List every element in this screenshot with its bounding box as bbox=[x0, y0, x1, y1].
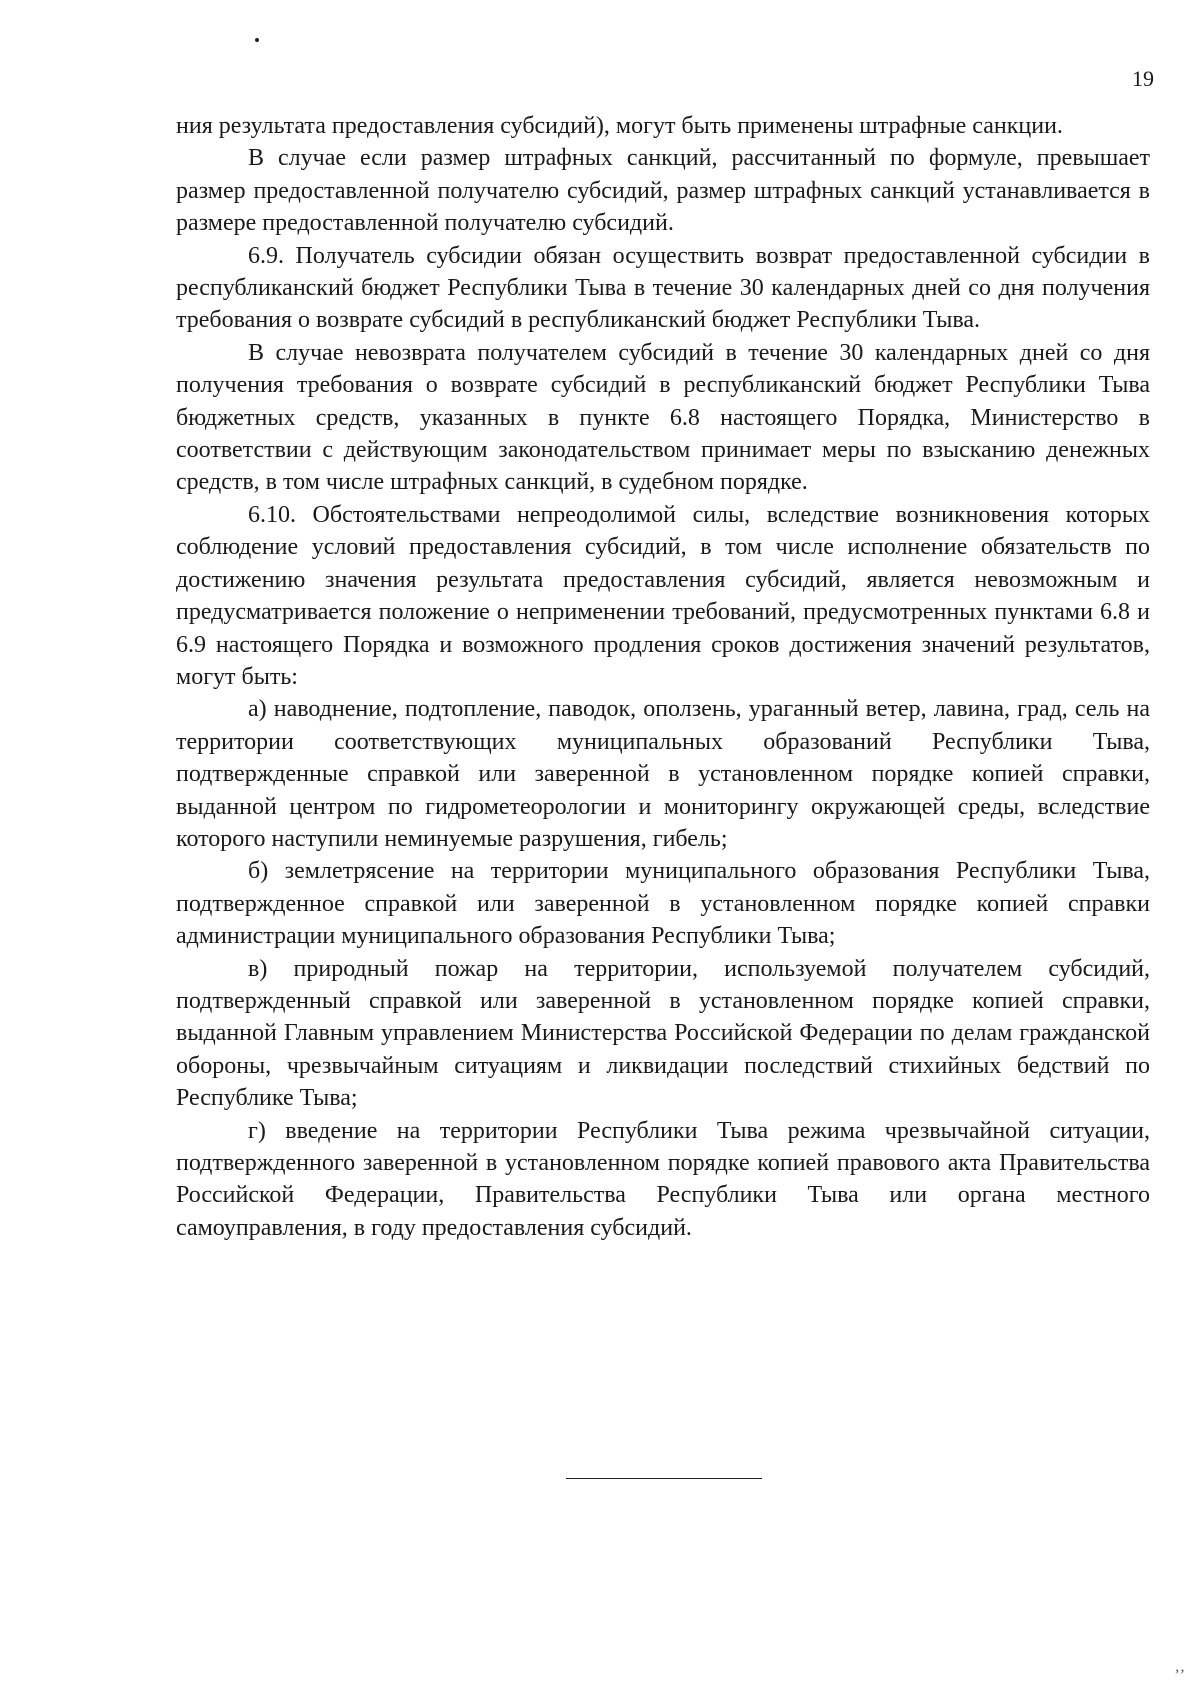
list-item-v-wildfire: в) природный пожар на территории, используемой получателем субсидий, подтвержденный справкой или заверенной в установленном порядке копией справки, выданной Главным управлением Министерства Российской Федерации по делам гражданской обороны, чрезвычайным ситуациям и ликвидации последствий стихийных бедствий по Республике Тыва; bbox=[176, 955, 1150, 1112]
scan-artifact-dot bbox=[255, 38, 259, 42]
page-number: 19 bbox=[1132, 66, 1154, 91]
paragraph-6-10: 6.10. Обстоятельствами непреодолимой силы, вследствие возникновения которых соблюдение условий предоставления субсидий, в том числе исполнение обязательств по достижению значения результата предоставления субсидий, является невозможным и предусматривается положение о неприменении требований, предусмотренных пунктами 6.8 и 6.9 настоящего Порядка и возможного продления сроков достижения значений результатов, могут быть: bbox=[176, 501, 1150, 690]
paragraph-6-9: 6.9. Получатель субсидии обязан осуществить возврат предоставленной субсидии в республиканский бюджет Республики Тыва в течение 30 календарных дней со дня получения требования о возврате субсидий в республиканский бюджет Республики Тыва. bbox=[176, 242, 1150, 334]
paragraph-continuation: ния результата предоставления субсидий), могут быть применены штрафные санкции. bbox=[176, 113, 1063, 139]
paragraph-non-return: В случае невозврата получателем субсидий в течение 30 календарных дней со дня получения требования о возврате субсидий в республиканский бюджет Республики Тыва бюджетных средств, указанных в пункте 6.8 настоящего Порядка, Министерство в соответствии с действующим законодательством принимает меры по взысканию денежных средств, в том числе штрафных санкций, в судебном порядке. bbox=[176, 339, 1150, 496]
document-body bbox=[176, 110, 1150, 1244]
scan-corner-mark: ʼʼ bbox=[1173, 1667, 1184, 1684]
end-of-document-rule bbox=[566, 1478, 762, 1479]
list-item-b-earthquake: б) землетрясение на территории муниципального образования Республики Тыва, подтвержденное справкой или заверенной в установленном порядке копией справки администрации муниципального образования Республики Тыва; bbox=[176, 858, 1150, 950]
list-item-a-flood: а) наводнение, подтопление, паводок, оползень, ураганный ветер, лавина, град, сель на территории соответствующих муниципальных образований Республики Тыва, подтвержденные справкой или заверенной в установленном порядке копией справки, выданной центром по гидрометеорологии и мониторингу окружающей среды, вследствие которого наступили неминуемые разрушения, гибель; bbox=[176, 696, 1150, 852]
paragraph-penalty-limit: В случае если размер штрафных санкций, рассчитанный по формуле, превышает размер предоставленной получателю субсидий, размер штрафных санкций устанавливается в размере предоставленной получателю субсидий. bbox=[176, 145, 1150, 237]
list-item-g-emergency: г) введение на территории Республики Тыва режима чрезвычайной ситуации, подтвержденного заверенной в установленном порядке копией правового акта Правительства Российской Федерации, Правительства Республики Тыва или органа местного самоуправления, в году предоставления субсидий. bbox=[176, 1117, 1150, 1241]
